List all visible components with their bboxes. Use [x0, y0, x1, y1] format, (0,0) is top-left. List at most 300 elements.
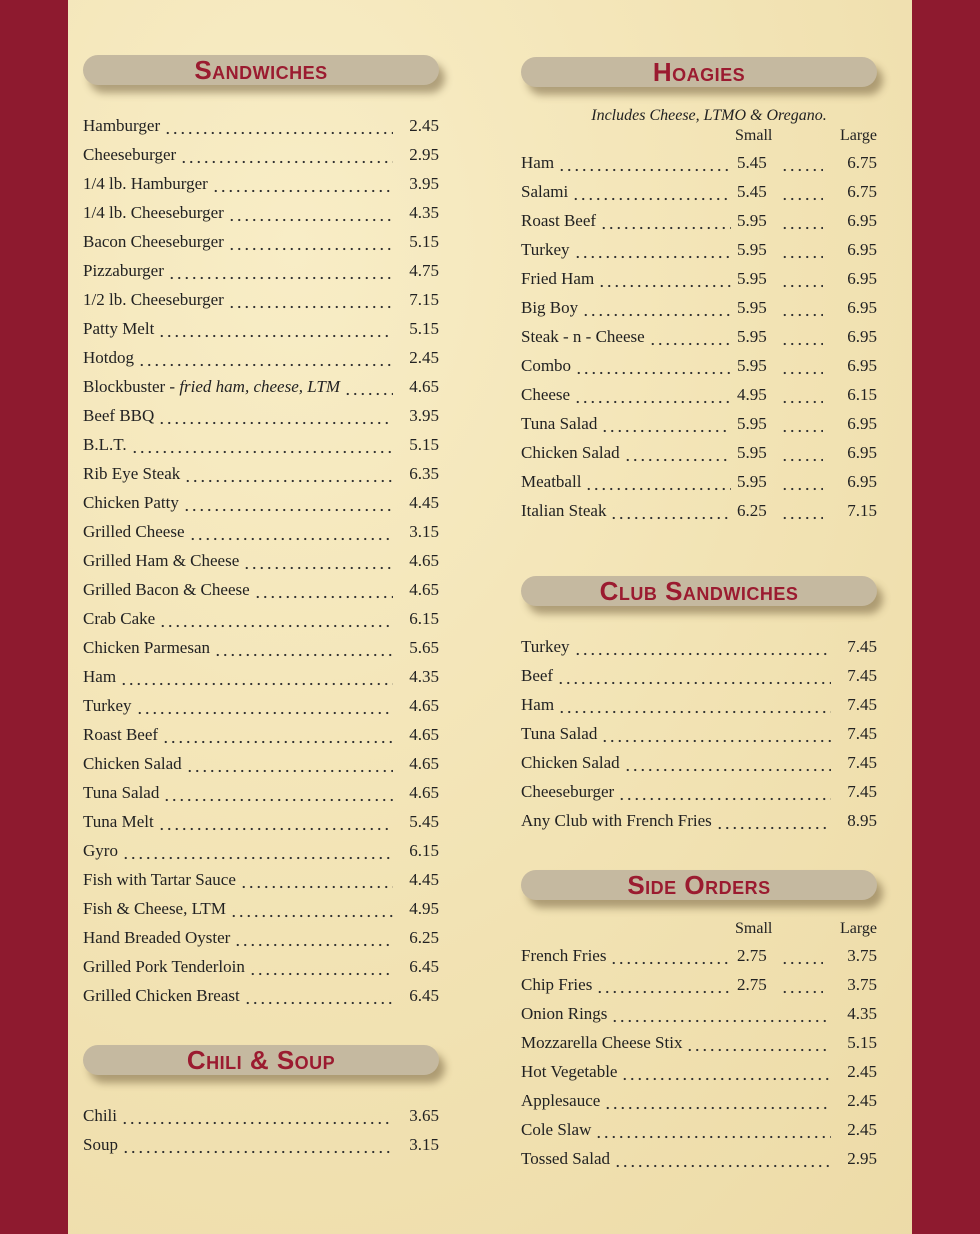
item-name-text: Chicken Parmesan [83, 638, 210, 657]
item-price: 2.95 [847, 1149, 877, 1168]
dot-leader [131, 435, 393, 455]
menu-item [521, 173, 877, 202]
dot-leader [598, 269, 731, 289]
menu-item [521, 715, 877, 744]
item-name [521, 637, 574, 657]
menu-item [521, 318, 877, 347]
item-name-text: Cole Slaw [521, 1120, 592, 1139]
item-name [521, 240, 574, 260]
menu-item [83, 629, 439, 658]
item-price: 6.25 [409, 928, 439, 947]
large-price: 3.75 [847, 975, 877, 994]
item-price: 6.45 [409, 957, 439, 976]
menu-item [83, 716, 439, 745]
item-name-text: Chicken Salad [521, 753, 620, 772]
item-name-text: Fried Ham [521, 269, 595, 288]
large-label: Large [839, 127, 877, 144]
item-name [521, 695, 558, 715]
menu-item [521, 1082, 877, 1111]
dot-leader [781, 298, 823, 318]
menu-item [83, 455, 439, 484]
dot-leader [228, 232, 393, 252]
menu-item [83, 397, 439, 426]
item-price: 5.15 [409, 232, 439, 251]
item-name [83, 783, 163, 803]
dot-leader [601, 724, 831, 744]
item-name-text: Crab Cake [83, 609, 156, 628]
item-price: 7.45 [847, 753, 877, 772]
dot-leader [254, 580, 393, 600]
menu-item [83, 542, 439, 571]
item-name-text: Turkey [521, 637, 570, 656]
menu-item [521, 289, 877, 318]
menu-item [521, 463, 877, 492]
item-name [521, 269, 598, 289]
dot-leader [164, 116, 393, 136]
item-name [521, 414, 601, 434]
dot-leader [344, 377, 393, 397]
item-name [521, 356, 575, 376]
item-name-text: Combo [521, 356, 572, 375]
dot-leader [611, 1004, 831, 1024]
item-name-text: Big Boy [521, 298, 579, 317]
item-name [83, 812, 158, 832]
large-price: 7.15 [847, 501, 877, 520]
item-name [521, 327, 649, 347]
item-name-text: Hot Vegetable [521, 1062, 618, 1081]
item-price: 6.15 [409, 841, 439, 860]
menu-item [83, 1097, 439, 1126]
small-price: 5.95 [737, 414, 767, 433]
menu-item [521, 347, 877, 376]
dot-leader [781, 240, 823, 260]
item-description: - fried ham, cheese, LTM [169, 377, 340, 396]
item-name-text: 1/2 lb. Cheeseburger [83, 290, 224, 309]
item-name [83, 377, 344, 397]
item-price: 4.65 [409, 580, 439, 599]
large-label: Large [839, 920, 877, 937]
small-price: 5.45 [737, 182, 767, 201]
menu-item [83, 832, 439, 861]
small-price: 5.95 [737, 269, 767, 288]
dot-leader [558, 695, 831, 715]
item-name [83, 464, 184, 484]
dot-leader [163, 783, 393, 803]
menu-item [83, 281, 439, 310]
item-name-text: Tuna Salad [521, 414, 598, 433]
dot-leader [600, 211, 731, 231]
item-name-text: Grilled Ham & Cheese [83, 551, 240, 570]
item-name [521, 666, 557, 686]
chili-soup-section [83, 1045, 439, 1155]
item-name-text: 1/4 lb. Cheeseburger [83, 203, 224, 222]
item-price: 4.65 [409, 696, 439, 715]
item-price: 3.95 [409, 406, 439, 425]
item-price: 2.45 [847, 1091, 877, 1110]
dot-leader [610, 501, 731, 521]
dot-leader [781, 182, 823, 202]
item-name [521, 298, 582, 318]
item-name [521, 1149, 614, 1169]
large-price: 6.95 [847, 211, 877, 230]
item-price: 4.75 [409, 261, 439, 280]
item-price: 8.95 [847, 811, 877, 830]
dot-leader [234, 928, 393, 948]
item-price: 3.65 [409, 1106, 439, 1125]
menu-item [83, 165, 439, 194]
item-name [83, 290, 228, 310]
menu-item [521, 405, 877, 434]
dot-leader [557, 666, 831, 686]
dot-leader [624, 443, 731, 463]
large-price: 6.75 [847, 153, 877, 172]
item-name-text: Tuna Salad [83, 783, 160, 802]
section-header: Sandwiches [83, 55, 439, 85]
small-price: 5.45 [737, 153, 767, 172]
item-name [83, 754, 186, 774]
menu-item [83, 426, 439, 455]
item-name-text: Salami [521, 182, 569, 201]
dot-leader [596, 975, 731, 995]
item-name [83, 899, 230, 919]
item-name-text: Meatball [521, 472, 582, 491]
dot-leader [158, 406, 393, 426]
large-price: 6.15 [847, 385, 877, 404]
menu-item [521, 744, 877, 773]
item-name-text: Cheese [521, 385, 571, 404]
item-name [521, 1091, 604, 1111]
menu-item [83, 513, 439, 542]
dot-leader [621, 1062, 831, 1082]
item-name-text: Onion Rings [521, 1004, 608, 1023]
menu-item [521, 802, 877, 831]
dot-leader [781, 443, 823, 463]
dot-leader [781, 211, 823, 231]
menu-item [83, 803, 439, 832]
dot-leader [138, 348, 393, 368]
large-price: 6.95 [847, 356, 877, 375]
item-price: 4.65 [409, 377, 439, 396]
item-price: 6.45 [409, 986, 439, 1005]
item-name-text: Roast Beef [521, 211, 597, 230]
menu-item [521, 231, 877, 260]
dot-leader [240, 870, 393, 890]
menu-item [83, 194, 439, 223]
item-name [83, 551, 243, 571]
item-name-text: Fish with Tartar Sauce [83, 870, 236, 889]
item-name-text: Ham [83, 667, 117, 686]
item-name-text: Italian Steak [521, 501, 607, 520]
large-price: 6.95 [847, 298, 877, 317]
item-name [83, 1106, 121, 1126]
menu-item [83, 368, 439, 397]
hoagies-section [521, 57, 877, 521]
menu-item [521, 1053, 877, 1082]
small-price: 4.95 [737, 385, 767, 404]
item-name [83, 870, 240, 890]
menu-item [521, 492, 877, 521]
item-name [83, 667, 120, 687]
menu-item [83, 658, 439, 687]
dot-leader [618, 782, 831, 802]
item-name [83, 1135, 122, 1155]
item-price: 4.35 [847, 1004, 877, 1023]
item-name [83, 725, 162, 745]
item-name-text: Blockbuster [83, 377, 166, 396]
item-name [83, 638, 214, 658]
menu-item [83, 136, 439, 165]
dot-leader [243, 551, 393, 571]
small-price: 5.95 [737, 298, 767, 317]
dot-leader [575, 356, 731, 376]
item-name-text: Chicken Salad [521, 443, 620, 462]
large-price: 6.95 [847, 443, 877, 462]
right-border [912, 0, 980, 1234]
item-name-text: Roast Beef [83, 725, 159, 744]
dot-leader [574, 385, 731, 405]
dot-leader [228, 290, 393, 310]
dot-leader [781, 472, 823, 492]
item-name [83, 232, 228, 252]
item-name [83, 348, 138, 368]
large-price: 6.95 [847, 240, 877, 259]
item-name-text: Chicken Salad [83, 754, 182, 773]
item-name [521, 153, 558, 173]
menu-item [83, 600, 439, 629]
item-name [83, 696, 136, 716]
menu-item [521, 966, 877, 995]
item-name [521, 385, 574, 405]
menu-item [83, 223, 439, 252]
item-price: 3.95 [409, 174, 439, 193]
dot-leader [649, 327, 731, 347]
dot-leader [582, 298, 731, 318]
dot-leader [781, 385, 823, 405]
dot-leader [186, 754, 393, 774]
item-name-text: Applesauce [521, 1091, 601, 1110]
item-name [521, 1120, 595, 1140]
item-price: 6.35 [409, 464, 439, 483]
item-price: 7.45 [847, 782, 877, 801]
small-price: 6.25 [737, 501, 767, 520]
menu-item [83, 890, 439, 919]
item-name [521, 443, 624, 463]
item-price: 2.45 [409, 348, 439, 367]
dot-leader [614, 1149, 831, 1169]
item-name [83, 928, 234, 948]
club-sandwiches-section [521, 576, 877, 831]
dot-leader [572, 182, 731, 202]
menu-item [521, 260, 877, 289]
dot-leader [601, 414, 731, 434]
item-name-text: Grilled Pork Tenderloin [83, 957, 245, 976]
dot-leader [781, 414, 823, 434]
menu-item [521, 202, 877, 231]
item-name-text: Hamburger [83, 116, 161, 135]
item-name-text: Hand Breaded Oyster [83, 928, 231, 947]
dot-leader [558, 153, 731, 173]
dot-leader [604, 1091, 831, 1111]
item-name-text: Beef BBQ [83, 406, 155, 425]
dot-leader [781, 153, 823, 173]
small-price: 5.95 [737, 211, 767, 230]
item-name-text: Any Club with French Fries [521, 811, 712, 830]
item-name [521, 946, 610, 966]
small-label: Small [735, 920, 773, 937]
menu-item [83, 339, 439, 368]
item-price: 2.95 [409, 145, 439, 164]
dot-leader [595, 1120, 831, 1140]
dot-leader [624, 753, 831, 773]
item-name-text: Cheeseburger [83, 145, 177, 164]
menu-item [83, 252, 439, 281]
item-name [83, 841, 122, 861]
item-name-text: Bacon Cheeseburger [83, 232, 224, 251]
item-name-text: Soup [83, 1135, 118, 1154]
item-name-text: Tossed Salad [521, 1149, 610, 1168]
dot-leader [781, 975, 823, 995]
item-name [83, 493, 183, 513]
small-price: 5.95 [737, 443, 767, 462]
item-name-text: Tuna Salad [521, 724, 598, 743]
menu-item [83, 484, 439, 513]
item-name-text: 1/4 lb. Hamburger [83, 174, 208, 193]
menu-item [521, 657, 877, 686]
dot-leader [230, 899, 393, 919]
item-price: 7.15 [409, 290, 439, 309]
dot-leader [121, 1106, 393, 1126]
menu-item [83, 948, 439, 977]
menu-item [83, 310, 439, 339]
dot-leader [214, 638, 393, 658]
item-name [83, 174, 212, 194]
menu-item [521, 1024, 877, 1053]
menu-item [83, 571, 439, 600]
dot-leader [158, 319, 393, 339]
dot-leader [585, 472, 731, 492]
item-price: 5.65 [409, 638, 439, 657]
dot-leader [244, 986, 393, 1006]
item-name [521, 1033, 686, 1053]
menu-item [83, 977, 439, 1006]
menu-item [83, 774, 439, 803]
menu-item [83, 107, 439, 136]
dot-leader [228, 203, 393, 223]
item-price: 2.45 [847, 1062, 877, 1081]
side-orders-section [521, 870, 877, 1169]
item-price: 7.45 [847, 724, 877, 743]
item-name [83, 145, 180, 165]
dot-leader [781, 327, 823, 347]
item-name [83, 406, 158, 426]
item-name-text: Ham [521, 695, 555, 714]
dot-leader [184, 464, 393, 484]
dot-leader [189, 522, 394, 542]
item-price: 4.65 [409, 725, 439, 744]
dot-leader [610, 946, 731, 966]
large-price: 6.95 [847, 269, 877, 288]
item-price: 4.45 [409, 493, 439, 512]
sandwiches-section [83, 55, 439, 1006]
item-name [521, 1004, 611, 1024]
dot-leader [574, 240, 732, 260]
item-name [521, 472, 585, 492]
item-name [83, 319, 158, 339]
item-price: 4.95 [409, 899, 439, 918]
item-price: 2.45 [847, 1120, 877, 1139]
item-name-text: Patty Melt [83, 319, 155, 338]
large-price: 6.75 [847, 182, 877, 201]
item-name-text: B.L.T. [83, 435, 127, 454]
item-price: 7.45 [847, 695, 877, 714]
menu-item [521, 995, 877, 1024]
menu-item [521, 937, 877, 966]
item-price: 4.35 [409, 667, 439, 686]
menu-item [83, 1126, 439, 1155]
item-price: 4.65 [409, 551, 439, 570]
small-price: 5.95 [737, 327, 767, 346]
large-price: 6.95 [847, 327, 877, 346]
small-price: 5.95 [737, 356, 767, 375]
item-name-text: Chip Fries [521, 975, 593, 994]
hoagies-subtitle: Includes Cheese, LTMO & Oregano. [591, 107, 827, 124]
small-price: 5.95 [737, 472, 767, 491]
item-price: 3.15 [409, 1135, 439, 1154]
item-name [521, 782, 618, 802]
menu-item [83, 861, 439, 890]
item-price: 7.45 [847, 666, 877, 685]
item-name [521, 811, 716, 831]
item-name [83, 522, 189, 542]
small-price: 2.75 [737, 975, 767, 994]
item-price: 2.45 [409, 116, 439, 135]
item-price: 4.65 [409, 754, 439, 773]
item-price: 3.15 [409, 522, 439, 541]
dot-leader [162, 725, 393, 745]
menu-item [521, 1140, 877, 1169]
menu-item [83, 745, 439, 774]
item-name [521, 182, 572, 202]
dot-leader [686, 1033, 831, 1053]
item-name-text: Steak - n - Cheese [521, 327, 645, 346]
dot-leader [781, 946, 823, 966]
dot-leader [183, 493, 393, 513]
item-name [83, 580, 254, 600]
item-name [521, 501, 610, 521]
menu-item [521, 434, 877, 463]
menu-item [521, 773, 877, 802]
dot-leader [212, 174, 393, 194]
item-name-text: Pizzaburger [83, 261, 164, 280]
item-price: 4.45 [409, 870, 439, 889]
item-name-text: Tuna Melt [83, 812, 154, 831]
item-price: 7.45 [847, 637, 877, 656]
item-price: 5.15 [847, 1033, 877, 1052]
item-name-text: Grilled Chicken Breast [83, 986, 240, 1005]
item-name [83, 116, 164, 136]
menu-item [521, 144, 877, 173]
item-name [83, 435, 131, 455]
item-price: 6.15 [409, 609, 439, 628]
dot-leader [168, 261, 393, 281]
item-price: 5.15 [409, 435, 439, 454]
item-name-text: Rib Eye Steak [83, 464, 181, 483]
item-name-text: Hotdog [83, 348, 134, 367]
item-name [83, 609, 159, 629]
section-header: Chili & Soup [83, 1045, 439, 1075]
dot-leader [781, 356, 823, 376]
item-name-text: Turkey [83, 696, 132, 715]
